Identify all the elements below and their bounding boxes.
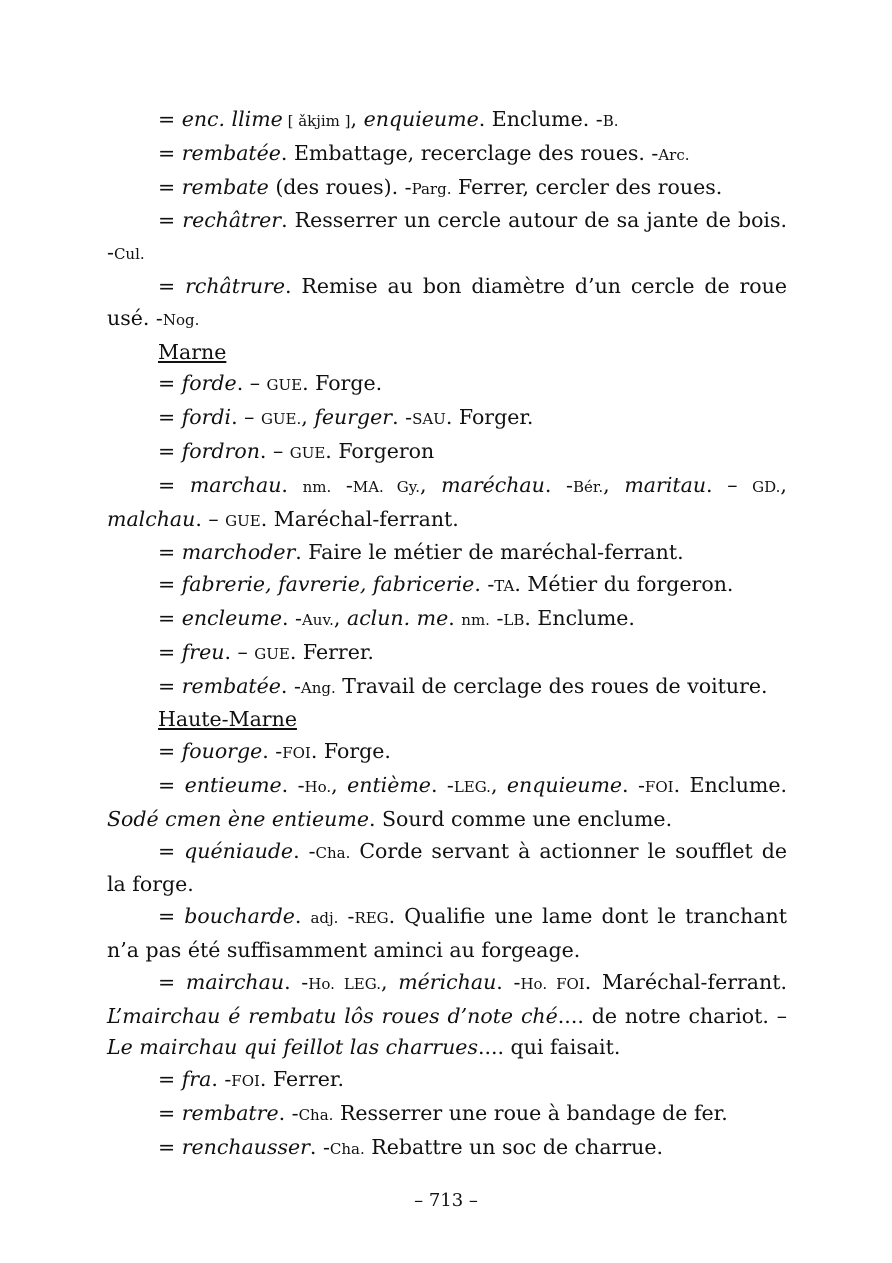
- entry-term: encleume: [181, 605, 282, 630]
- entry-term: rembate: [181, 174, 269, 199]
- dictionary-entry: [107, 1132, 787, 1166]
- dictionary-entry: [107, 603, 787, 637]
- entry-text: =: [158, 1134, 182, 1159]
- entry-text: . Enclume. -: [478, 107, 603, 131]
- entry-text: Resserrer une roue à bandage de fer.: [333, 1100, 728, 1125]
- dictionary-entry: [107, 104, 787, 138]
- entry-text: =: [158, 739, 182, 764]
- entry-text: . -: [309, 1134, 330, 1159]
- entry-text: (des roues). -: [268, 174, 412, 199]
- entry-source: REG: [354, 909, 389, 928]
- entry-source: nm.: [461, 610, 490, 629]
- entry-text: =: [158, 1100, 182, 1125]
- entry-text: . Maréchal-ferrant.: [260, 506, 459, 531]
- section-heading: Marne: [158, 339, 227, 364]
- entry-term: rembatée: [181, 140, 281, 165]
- entry-text: . Enclume.: [524, 605, 635, 630]
- entry-text: . Forge.: [310, 739, 391, 764]
- entry-text: =: [158, 673, 182, 698]
- entry-text: . -: [278, 1100, 299, 1125]
- entry-source: GUE: [266, 376, 303, 395]
- entry-source: Cha.: [298, 1105, 334, 1124]
- entry-text: . -: [262, 739, 283, 764]
- entry-source: GD.: [752, 477, 781, 496]
- entry-text: Rebattre un soc de charrue.: [364, 1134, 664, 1159]
- entry-text: =: [158, 904, 185, 929]
- entry-text: ,: [419, 472, 442, 497]
- entry-text: . -: [293, 838, 316, 863]
- dictionary-entry: [107, 569, 787, 603]
- entry-term: maritau: [624, 472, 707, 497]
- dictionary-entry: [107, 436, 787, 470]
- entry-term: rechâtrer: [182, 208, 282, 233]
- entry-source: Ho. LEG.: [308, 974, 381, 993]
- entry-text: =: [158, 140, 182, 165]
- entry-text: Travail de cerclage des roues de voiture.: [335, 673, 768, 698]
- entry-term: malchau: [107, 506, 196, 531]
- entry-text: =: [158, 438, 182, 463]
- entry-text: . -: [284, 969, 309, 994]
- entry-text: . Maréchal-ferrant.: [584, 969, 787, 994]
- entry-text: =: [158, 969, 186, 994]
- entry-source: Nog.: [162, 310, 200, 329]
- entry-text: . Forger.: [445, 405, 534, 430]
- entry-text: . -: [211, 1067, 232, 1092]
- entry-source: Ho.: [304, 777, 332, 796]
- entry-source: Arc.: [658, 145, 690, 164]
- entry-term: mérichau: [398, 969, 497, 994]
- entry-term: maréchau: [441, 472, 545, 497]
- dictionary-entry: [107, 770, 787, 836]
- entry-text: .: [294, 904, 311, 929]
- entry-text: . Forge.: [302, 371, 383, 396]
- entry-text: . Remise au bon diamètre d’un cercle de roue usé. -: [107, 273, 787, 330]
- entry-text: =: [158, 174, 182, 199]
- entry-term: marchau: [189, 472, 282, 497]
- entry-text: =: [158, 405, 182, 430]
- entry-term: fordron: [181, 438, 260, 463]
- entry-term: rembatre: [181, 1100, 279, 1125]
- entry-text: . –: [236, 371, 267, 396]
- entry-text: . -: [280, 673, 301, 698]
- entry-text: =: [158, 107, 182, 131]
- entry-term: fra: [181, 1067, 212, 1092]
- entry-source: FOI: [231, 1072, 260, 1091]
- entry-text: . -: [622, 772, 645, 797]
- entry-text: =: [158, 572, 182, 597]
- entry-source: Ho. FOI: [520, 974, 585, 993]
- entry-text: . –: [706, 472, 753, 497]
- entry-text: -: [338, 904, 355, 929]
- entry-source: ǎkjim: [298, 112, 340, 130]
- dictionary-entry: [107, 671, 787, 705]
- entry-source: Cha.: [315, 843, 351, 862]
- entry-text: =: [158, 472, 190, 497]
- dictionary-entry: [107, 1098, 787, 1132]
- dictionary-entry: [107, 368, 787, 402]
- entry-text: ,: [331, 772, 348, 797]
- dictionary-entry: [107, 172, 787, 206]
- entry-text: . –: [231, 405, 261, 430]
- entry-term: fouorge: [181, 739, 263, 764]
- entry-text: =: [158, 273, 186, 298]
- entry-source: Ang.: [300, 678, 336, 697]
- entry-text: . -: [281, 772, 305, 797]
- entry-term: rembatée: [181, 673, 281, 698]
- entry-source: [: [282, 112, 299, 130]
- dictionary-entry: [107, 402, 787, 436]
- page-body: [107, 104, 787, 1166]
- entry-text: . Forgeron: [325, 438, 435, 463]
- dictionary-entry: [107, 271, 787, 337]
- dictionary-entry: [107, 470, 787, 538]
- entry-text: =: [158, 772, 185, 797]
- entry-source: B.: [602, 112, 619, 130]
- entry-text: . –: [224, 639, 255, 664]
- entry-text: .: [448, 605, 462, 630]
- entry-text: =: [158, 605, 182, 630]
- dictionary-entry: [107, 637, 787, 671]
- entry-source: FOI: [282, 744, 311, 763]
- dictionary-entry: [107, 967, 787, 1064]
- entry-term: Sodé cmen ène entieume: [107, 806, 369, 831]
- entry-source: FOI: [644, 777, 674, 796]
- entry-term: quéniaude: [184, 838, 294, 863]
- entry-text: . Resserrer un cercle autour de sa jante de bois. -: [107, 208, 788, 265]
- entry-term: entième: [347, 772, 431, 797]
- entry-text: . –: [195, 506, 226, 531]
- entry-text: . -: [392, 405, 413, 430]
- entry-text: -: [489, 605, 504, 630]
- dictionary-entry: [107, 205, 787, 271]
- entry-text: . Qualifie une lame dont le tranchant n’a pas été suffisamment aminci au forgeage.: [107, 904, 787, 962]
- entry-source: LB: [503, 610, 525, 629]
- entry-term: fordi: [181, 405, 232, 430]
- entry-text: . Embattage, recerclage des roues. -: [280, 140, 659, 165]
- entry-term: enc. llime: [181, 107, 283, 131]
- entry-text: . -: [430, 772, 454, 797]
- entry-text: =: [158, 1067, 182, 1092]
- entry-text: =: [158, 371, 182, 396]
- entry-source: Cul.: [113, 245, 145, 264]
- entry-text: ,: [333, 605, 347, 630]
- entry-text: ,: [780, 472, 787, 497]
- entry-term: Le mairchau qui feillot las charrues: [107, 1035, 478, 1060]
- entry-source: Auv.: [301, 610, 334, 629]
- entry-text: =: [158, 838, 185, 863]
- entry-term: fabrerie, favrerie, fabricerie: [181, 572, 475, 597]
- entry-source: LEG.: [453, 777, 491, 796]
- entry-term: enquieume: [506, 772, 623, 797]
- entry-text: . Faire le métier de maréchal-ferrant.: [295, 540, 684, 565]
- entry-term: enquieume: [363, 107, 479, 131]
- entry-text: ,: [380, 969, 399, 994]
- entry-text: ,: [350, 107, 364, 131]
- entry-text: . -: [474, 572, 495, 597]
- entry-text: . Ferrer.: [289, 639, 374, 664]
- entry-text: .... qui faisait.: [477, 1035, 621, 1060]
- dictionary-entry: [107, 901, 787, 967]
- section-heading: Haute-Marne: [158, 707, 297, 732]
- entry-source: ]: [339, 112, 351, 130]
- entry-term: marchoder: [181, 540, 296, 565]
- entry-term: renchausser: [181, 1134, 310, 1159]
- entry-text: =: [158, 208, 183, 233]
- entry-text: . -: [496, 969, 521, 994]
- entry-term: boucharde: [184, 904, 295, 929]
- entry-term: forde: [181, 371, 237, 396]
- entry-source: GUE: [225, 511, 261, 530]
- entry-text: . Sourd comme une enclume.: [368, 806, 673, 831]
- entry-source: TA: [494, 577, 515, 596]
- entry-text: . –: [259, 438, 290, 463]
- entry-text: ,: [490, 772, 507, 797]
- dictionary-entry: [107, 1064, 787, 1098]
- entry-source: Parg.: [411, 179, 452, 198]
- page-number: – 713 –: [414, 1190, 478, 1211]
- entry-text: . -: [281, 605, 302, 630]
- entry-source: GUE: [289, 443, 326, 462]
- entry-source: GUE.: [260, 410, 302, 429]
- entry-text: =: [158, 639, 182, 664]
- entry-text: . -: [544, 472, 573, 497]
- dictionary-entry: [107, 836, 787, 902]
- entry-text: Ferrer, cercler des roues.: [451, 174, 723, 199]
- entry-text: ,: [603, 472, 625, 497]
- entry-text: .: [281, 472, 303, 497]
- entry-term: L’mairchau é rembatu lôs roues d’note ché: [107, 1003, 558, 1028]
- dictionary-entry: [107, 138, 787, 172]
- entry-term: entieume: [184, 772, 282, 797]
- entry-source: adj.: [310, 909, 339, 928]
- entry-text: ,: [301, 405, 315, 430]
- entry-text: . Enclume.: [673, 772, 787, 797]
- entry-source: MA. Gy.: [352, 477, 420, 496]
- entry-text: . Métier du forgeron.: [514, 572, 734, 597]
- entry-text: =: [158, 540, 182, 565]
- entry-source: nm.: [302, 477, 332, 496]
- entry-term: feurger: [314, 405, 393, 430]
- entry-text: Corde servant à actionner le soufflet de la forge.: [107, 838, 787, 897]
- entry-text: .... de notre chariot. –: [557, 1003, 787, 1028]
- entry-term: mairchau: [185, 969, 285, 994]
- entry-text: -: [331, 472, 353, 497]
- dictionary-entry: [107, 537, 787, 569]
- entry-source: Bér.: [572, 477, 604, 496]
- entry-text: . Ferrer.: [259, 1067, 344, 1092]
- entry-term: aclun. me: [346, 605, 449, 630]
- entry-term: rchâtrure: [185, 273, 285, 298]
- entry-term: freu: [181, 639, 225, 664]
- entry-source: SAU: [412, 410, 446, 429]
- dictionary-entry: [107, 736, 787, 770]
- entry-source: GUE: [254, 644, 290, 663]
- entry-source: Cha.: [329, 1139, 365, 1158]
